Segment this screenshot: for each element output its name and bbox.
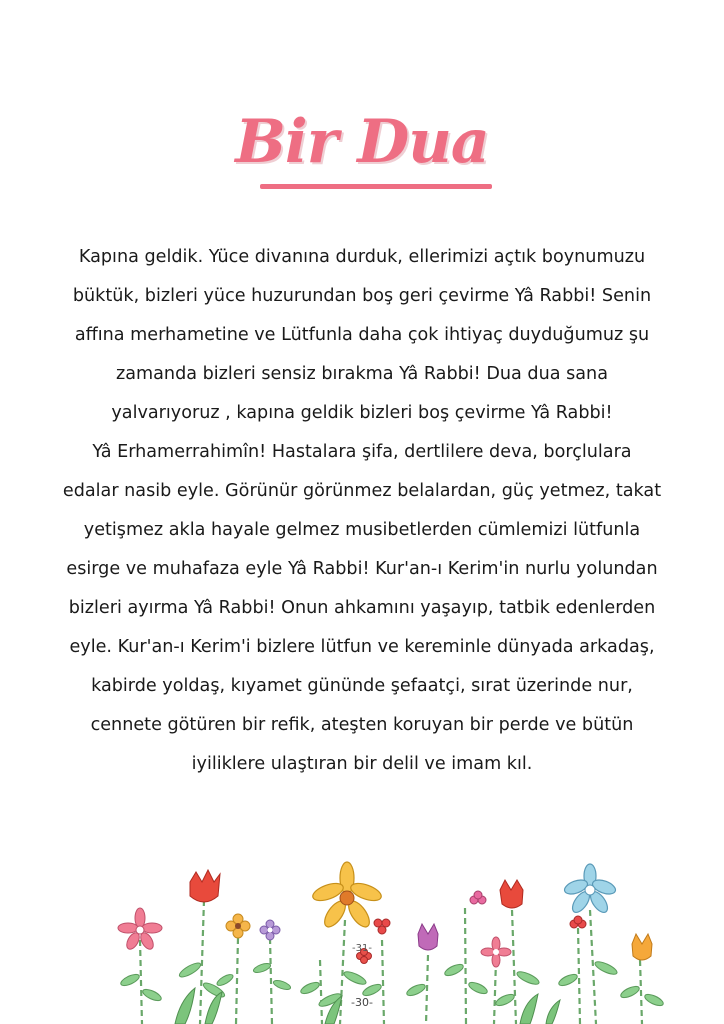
- text-line: eyle. Kur'an-ı Kerim'i bizlere lütfun ve kereminle dünyada arkadaş,: [69, 637, 655, 657]
- red-tulip: [190, 870, 220, 902]
- text-line: zamanda bizleri sensiz bırakma Yâ Rabbi! Dua dua sana: [116, 364, 608, 384]
- text-line: bizleri ayırma Yâ Rabbi! Onun ahkamını yaşayıp, tatbik edenlerden: [68, 598, 656, 618]
- text-line: yalvarıyoruz , kapına geldik bizleri boş çevirme Yâ Rabbi!: [111, 403, 613, 423]
- text-line: yetişmez akla hayale gelmez musibetlerden cümlemizi lütfunla: [83, 520, 641, 540]
- text-line: cennete götüren bir refik, ateşten koruyan bir perde ve bütün: [90, 715, 634, 735]
- text-line: edalar nasib eyle. Görünür görünmez belalardan, güç yetmez, takat: [62, 481, 662, 501]
- blue-flower: [563, 864, 618, 915]
- text-line: Kapına geldik. Yüce divanına durduk, ellerimizi açtık boynumuzu: [78, 247, 646, 267]
- title-underline: [260, 184, 492, 189]
- text-line: iyiliklere ulaştıran bir delil ve imam kıl.: [191, 754, 533, 774]
- text-line: esirge ve muhafaza eyle Yâ Rabbi! Kur'an-ı Kerim'in nurlu yolundan: [66, 559, 658, 579]
- text-line: kabirde yoldaş, kıyamet gününde şefaatçi, sırat üzerinde nur,: [91, 676, 633, 696]
- text-line: affına merhametine ve Lütfunla daha çok ihtiyaç duyduğumuz şu: [74, 325, 650, 345]
- purple-flower: [260, 920, 280, 940]
- red-bud: [374, 919, 390, 934]
- text-line: büktük, bizleri yüce huzurundan boş geri çevirme Yâ Rabbi! Senin: [72, 286, 652, 306]
- page-number-inner: -31-: [352, 943, 372, 954]
- page-number: -30-: [351, 996, 373, 1009]
- pink-bud: [470, 891, 486, 904]
- yellow-flower: [311, 862, 384, 930]
- prayer-text: [34, 238, 690, 784]
- page-title: Bir Dua: [235, 107, 489, 177]
- red-flower-right: [570, 916, 586, 928]
- red-tulip-right: [500, 880, 523, 908]
- text-line: Yâ Erhamerrahimîn! Hastalara şifa, dertlilere deva, borçlulara: [92, 442, 632, 462]
- orange-flower: [226, 914, 250, 938]
